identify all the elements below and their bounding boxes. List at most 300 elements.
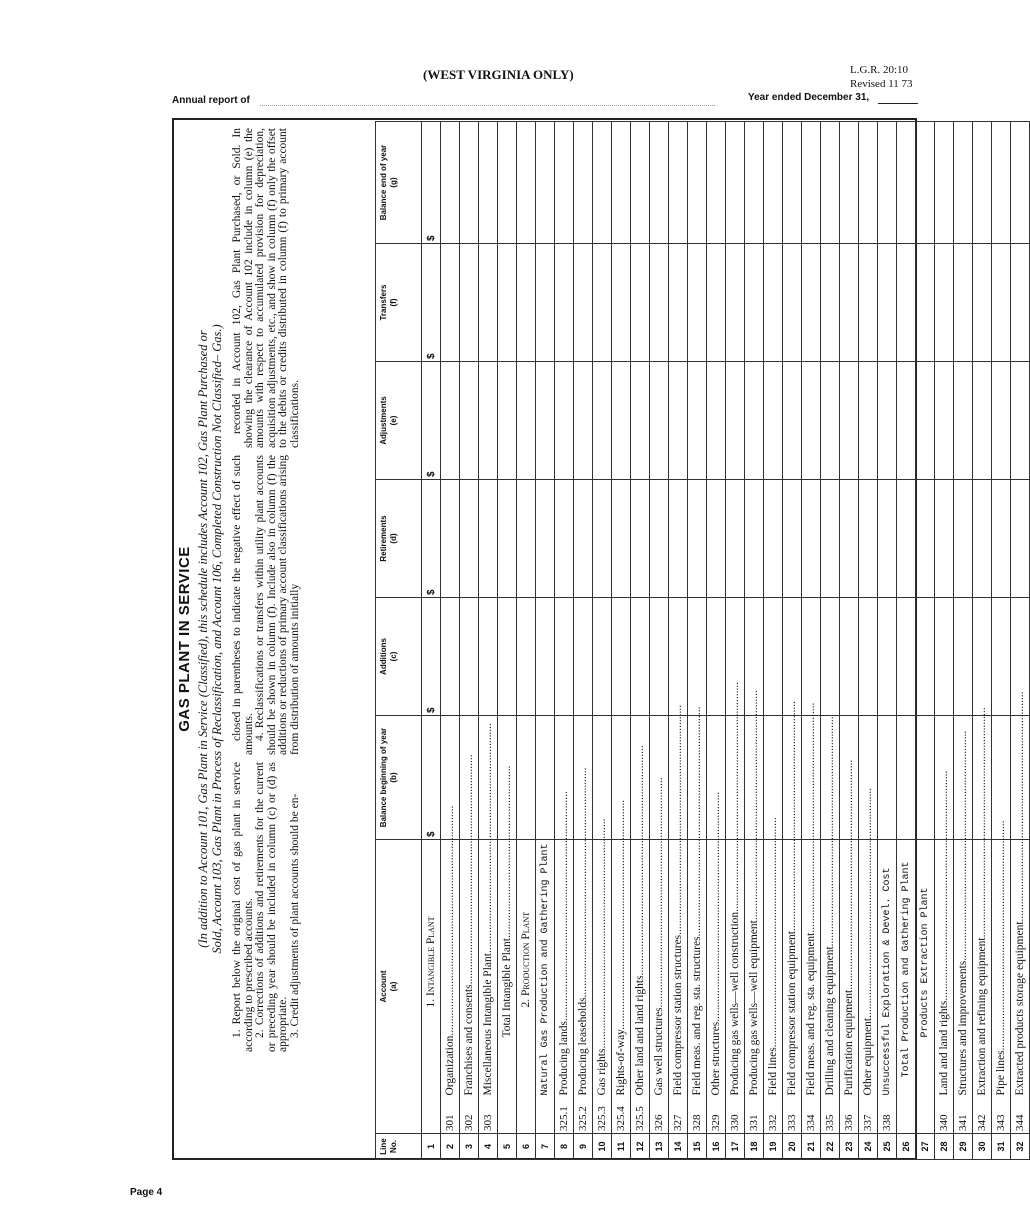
account-number: 327 xyxy=(669,1098,688,1134)
adjustments-cell[interactable] xyxy=(612,362,631,480)
transfers-cell[interactable] xyxy=(631,244,650,362)
balance-begin-cell[interactable] xyxy=(916,716,935,840)
additions-cell[interactable] xyxy=(688,598,707,716)
account-name: Miscellaneous Intangible Plant................................................................................ xyxy=(479,840,498,1098)
table-row xyxy=(897,122,916,1160)
balance-end-cell[interactable] xyxy=(745,122,764,244)
balance-begin-cell[interactable] xyxy=(517,716,536,840)
balance-end-cell[interactable] xyxy=(669,122,688,244)
adjustments-cell[interactable] xyxy=(916,362,935,480)
retirements-cell[interactable] xyxy=(840,480,859,598)
retirements-cell[interactable] xyxy=(745,480,764,598)
balance-end-cell[interactable] xyxy=(859,122,878,244)
retirements-cell[interactable] xyxy=(631,480,650,598)
retirements-cell[interactable] xyxy=(441,480,460,598)
transfers-cell[interactable] xyxy=(840,244,859,362)
year-underline xyxy=(878,103,918,104)
balance-end-cell[interactable] xyxy=(1011,122,1030,244)
additions-cell[interactable] xyxy=(897,598,916,716)
adjustments-cell[interactable] xyxy=(536,362,555,480)
adjustments-cell[interactable] xyxy=(688,362,707,480)
transfers-cell[interactable] xyxy=(745,244,764,362)
additions-cell[interactable] xyxy=(821,598,840,716)
adjustments-cell[interactable] xyxy=(954,362,973,480)
additions-cell[interactable] xyxy=(916,598,935,716)
retirements-cell[interactable] xyxy=(764,480,783,598)
retirements-cell[interactable] xyxy=(593,480,612,598)
account-number: 328 xyxy=(688,1098,707,1134)
adjustments-cell[interactable] xyxy=(593,362,612,480)
additions-cell[interactable] xyxy=(479,598,498,716)
page-label: Page 4 xyxy=(130,1187,163,1198)
balance-end-cell[interactable] xyxy=(536,122,555,244)
line-number: 17 xyxy=(726,1134,745,1160)
account-number xyxy=(422,1098,441,1134)
col-account: Account (a) xyxy=(376,840,422,1134)
balance-begin-cell[interactable] xyxy=(878,716,897,840)
dollar-sign: $ xyxy=(426,707,437,713)
transfers-cell[interactable] xyxy=(954,244,973,362)
account-name: Organization................................................................................ xyxy=(441,840,460,1098)
account-name: Total Intangible Plant............................................................ xyxy=(498,840,517,1098)
line-number: 2 xyxy=(441,1134,460,1160)
retirements-cell[interactable] xyxy=(935,480,954,598)
balance-end-cell[interactable] xyxy=(992,122,1011,244)
additions-cell[interactable] xyxy=(517,598,536,716)
additions-cell[interactable] xyxy=(992,598,1011,716)
retirements-cell[interactable] xyxy=(973,480,992,598)
adjustments-cell[interactable] xyxy=(574,362,593,480)
revised-label: Revised 11 73 xyxy=(850,78,913,90)
line-number: 9 xyxy=(574,1134,593,1160)
adjustments-cell[interactable] xyxy=(650,362,669,480)
table-row xyxy=(821,122,840,1160)
retirements-cell[interactable] xyxy=(707,480,726,598)
account-name: Field lines................................................................................ xyxy=(764,840,783,1098)
line-number: 21 xyxy=(802,1134,821,1160)
balance-end-cell[interactable] xyxy=(935,122,954,244)
line-number: 26 xyxy=(897,1134,916,1160)
retirements-cell[interactable] xyxy=(536,480,555,598)
line-number: 10 xyxy=(593,1134,612,1160)
account-number: 302 xyxy=(460,1098,479,1134)
additions-cell[interactable] xyxy=(650,598,669,716)
transfers-cell[interactable] xyxy=(688,244,707,362)
year-ended-label: Year ended December 31, xyxy=(748,92,870,103)
table-row xyxy=(688,122,707,1160)
col-balance-begin: Balance beginning of year (b) xyxy=(376,716,422,840)
balance-end-cell[interactable] xyxy=(517,122,536,244)
instruction-paragraph: recorded in Account 102, Gas Plant Purchased, or Sold. In showing the clearance of Account 102 include in column (e) the amounts with respect to accumulated provision for depreciation, acquisition adjustments, etc., and show in column (f) only the offset to the debits or credits distributed in column (f) to primary account classifications. xyxy=(231,128,301,448)
additions-cell[interactable] xyxy=(574,598,593,716)
adjustments-cell[interactable] xyxy=(479,362,498,480)
balance-end-cell[interactable] xyxy=(422,122,441,244)
balance-end-cell[interactable] xyxy=(574,122,593,244)
account-name: Producing gas wells—well equipment................................................................................ xyxy=(745,840,764,1098)
transfers-cell[interactable] xyxy=(764,244,783,362)
dollar-sign: $ xyxy=(426,353,437,359)
retirements-cell[interactable] xyxy=(460,480,479,598)
account-number: 337 xyxy=(859,1098,878,1134)
additions-cell[interactable] xyxy=(593,598,612,716)
transfers-cell[interactable] xyxy=(422,244,441,362)
adjustments-cell[interactable] xyxy=(707,362,726,480)
account-number xyxy=(916,1098,935,1134)
account-number: 338 xyxy=(878,1098,897,1134)
table-row xyxy=(593,122,612,1160)
balance-begin-cell[interactable] xyxy=(536,716,555,840)
table-row xyxy=(764,122,783,1160)
schedule-title: GAS PLANT IN SERVICE xyxy=(176,546,193,732)
table-row xyxy=(916,122,935,1160)
table-row xyxy=(973,122,992,1160)
annual-report-label: Annual report of xyxy=(172,95,250,106)
transfers-cell[interactable] xyxy=(460,244,479,362)
balance-end-cell[interactable] xyxy=(954,122,973,244)
adjustments-cell[interactable] xyxy=(745,362,764,480)
retirements-cell[interactable] xyxy=(916,480,935,598)
additions-cell[interactable] xyxy=(669,598,688,716)
table-row xyxy=(840,122,859,1160)
transfers-cell[interactable] xyxy=(726,244,745,362)
account-number: 334 xyxy=(802,1098,821,1134)
balance-end-cell[interactable] xyxy=(460,122,479,244)
adjustments-cell[interactable] xyxy=(783,362,802,480)
retirements-cell[interactable] xyxy=(954,480,973,598)
adjustments-cell[interactable] xyxy=(840,362,859,480)
adjustments-cell[interactable] xyxy=(821,362,840,480)
retirements-cell[interactable] xyxy=(612,480,631,598)
account-name: Field meas. and reg. sta. structures................................................................................ xyxy=(688,840,707,1098)
table-row xyxy=(650,122,669,1160)
transfers-cell[interactable] xyxy=(650,244,669,362)
table-row xyxy=(992,122,1011,1160)
line-number: 14 xyxy=(669,1134,688,1160)
adjustments-cell[interactable] xyxy=(460,362,479,480)
account-number: 336 xyxy=(840,1098,859,1134)
transfers-cell[interactable] xyxy=(878,244,897,362)
account-number: 303 xyxy=(479,1098,498,1134)
table-row xyxy=(726,122,745,1160)
dollar-sign: $ xyxy=(426,471,437,477)
account-number: 343 xyxy=(992,1098,1011,1134)
adjustments-cell[interactable] xyxy=(422,362,441,480)
table-row xyxy=(441,122,460,1160)
account-name: Gas rights................................................................................ xyxy=(593,840,612,1098)
line-number: 3 xyxy=(460,1134,479,1160)
balance-end-cell[interactable] xyxy=(973,122,992,244)
transfers-cell[interactable] xyxy=(916,244,935,362)
instruction-paragraph: 2. Corrections of additions and retirements for the current or preceding year should be included in column (c) or (d) as appropriate. xyxy=(254,762,289,1052)
retirements-cell[interactable] xyxy=(992,480,1011,598)
additions-cell[interactable] xyxy=(612,598,631,716)
line-number: 12 xyxy=(631,1134,650,1160)
balance-begin-cell[interactable] xyxy=(422,716,441,840)
balance-end-cell[interactable] xyxy=(783,122,802,244)
instructions-col-2 xyxy=(232,455,301,755)
account-name: Gas well structures................................................................................ xyxy=(650,840,669,1098)
table-row xyxy=(517,122,536,1160)
account-number: 329 xyxy=(707,1098,726,1134)
additions-cell[interactable] xyxy=(878,598,897,716)
col-balance-end: Balance end of year (g) xyxy=(376,122,422,244)
retirements-cell[interactable] xyxy=(650,480,669,598)
balance-end-cell[interactable] xyxy=(916,122,935,244)
additions-cell[interactable] xyxy=(802,598,821,716)
balance-end-cell[interactable] xyxy=(802,122,821,244)
account-number: 325.3 xyxy=(593,1098,612,1134)
line-number: 29 xyxy=(954,1134,973,1160)
retirements-cell[interactable] xyxy=(1011,480,1030,598)
balance-end-cell[interactable] xyxy=(555,122,574,244)
account-number: 344 xyxy=(1011,1098,1030,1134)
account-number: 325.5 xyxy=(631,1098,650,1134)
account-number: 332 xyxy=(764,1098,783,1134)
account-number: 325.4 xyxy=(612,1098,631,1134)
adjustments-cell[interactable] xyxy=(859,362,878,480)
col-retirements: Retirements (d) xyxy=(376,480,422,598)
adjustments-cell[interactable] xyxy=(441,362,460,480)
balance-end-cell[interactable] xyxy=(498,122,517,244)
retirements-cell[interactable] xyxy=(669,480,688,598)
retirements-cell[interactable] xyxy=(479,480,498,598)
account-number: 326 xyxy=(650,1098,669,1134)
table-row xyxy=(1011,122,1030,1160)
retirements-cell[interactable] xyxy=(517,480,536,598)
balance-end-cell[interactable] xyxy=(612,122,631,244)
retirements-cell[interactable] xyxy=(802,480,821,598)
instruction-paragraph: 1. Report below the original cost of gas plant in service according to prescribed accounts. xyxy=(231,762,255,1052)
transfers-cell[interactable] xyxy=(498,244,517,362)
transfers-cell[interactable] xyxy=(441,244,460,362)
account-number: 301 xyxy=(441,1098,460,1134)
line-number: 32 xyxy=(1011,1134,1030,1160)
additions-cell[interactable] xyxy=(707,598,726,716)
additions-cell[interactable] xyxy=(422,598,441,716)
adjustments-cell[interactable] xyxy=(973,362,992,480)
line-number: 31 xyxy=(992,1134,1011,1160)
account-number: 342 xyxy=(973,1098,992,1134)
account-name: Field compressor station equipment................................................................................ xyxy=(783,840,802,1098)
adjustments-cell[interactable] xyxy=(897,362,916,480)
balance-end-cell[interactable] xyxy=(897,122,916,244)
retirements-cell[interactable] xyxy=(859,480,878,598)
table-row xyxy=(498,122,517,1160)
form-code: L.G.R. 20:10 xyxy=(850,64,909,76)
account-name: Franchises and consents................................................................................ xyxy=(460,840,479,1098)
account-name: Drilling and cleaning equipment................................................................................ xyxy=(821,840,840,1098)
adjustments-cell[interactable] xyxy=(992,362,1011,480)
instruction-3 xyxy=(232,128,301,448)
account-number xyxy=(498,1098,517,1134)
additions-cell[interactable] xyxy=(935,598,954,716)
col-adjustments: Adjustments (e) xyxy=(376,362,422,480)
additions-cell[interactable] xyxy=(859,598,878,716)
adjustments-cell[interactable] xyxy=(802,362,821,480)
account-name: Other equipment................................................................................ xyxy=(859,840,878,1098)
table-row xyxy=(935,122,954,1160)
transfers-cell[interactable] xyxy=(517,244,536,362)
table-row xyxy=(422,122,441,1160)
line-number: 25 xyxy=(878,1134,897,1160)
account-number: 331 xyxy=(745,1098,764,1134)
adjustments-cell[interactable] xyxy=(555,362,574,480)
table-row xyxy=(460,122,479,1160)
additions-cell[interactable] xyxy=(840,598,859,716)
account-name: 1. Intangible Plant xyxy=(422,840,441,1098)
line-number: 13 xyxy=(650,1134,669,1160)
instructions-col-1 xyxy=(232,762,301,1052)
transfers-cell[interactable] xyxy=(973,244,992,362)
table-row xyxy=(745,122,764,1160)
account-number: 335 xyxy=(821,1098,840,1134)
schedule-subtitle-2: Sold, Account 103, Gas Plant in Process of Reclassification, and Account 106, Completed Construction Not Classified– Gas.) xyxy=(210,324,224,954)
balance-end-cell[interactable] xyxy=(650,122,669,244)
schedule-subtitle-1: (In addition to Account 101, Gas Plant in Service (Classified), this schedule includes Account 102, Gas Plant Purchased or xyxy=(196,330,210,948)
additions-cell[interactable] xyxy=(498,598,517,716)
balance-end-cell[interactable] xyxy=(726,122,745,244)
account-name: Products Extraction Plant xyxy=(916,840,935,1098)
line-number: 24 xyxy=(859,1134,878,1160)
retirements-cell[interactable] xyxy=(726,480,745,598)
transfers-cell[interactable] xyxy=(536,244,555,362)
balance-end-cell[interactable] xyxy=(631,122,650,244)
transfers-cell[interactable] xyxy=(935,244,954,362)
transfers-cell[interactable] xyxy=(802,244,821,362)
retirements-cell[interactable] xyxy=(897,480,916,598)
adjustments-cell[interactable] xyxy=(631,362,650,480)
account-name: Producing leaseholds................................................................................ xyxy=(574,840,593,1098)
line-number: 23 xyxy=(840,1134,859,1160)
balance-end-cell[interactable] xyxy=(593,122,612,244)
balance-begin-cell[interactable] xyxy=(897,716,916,840)
account-name: 2. Production Plant xyxy=(517,840,536,1098)
balance-end-cell[interactable] xyxy=(441,122,460,244)
account-number xyxy=(536,1098,555,1134)
adjustments-cell[interactable] xyxy=(669,362,688,480)
col-transfers: Transfers (f) xyxy=(376,244,422,362)
transfers-cell[interactable] xyxy=(479,244,498,362)
line-number: 22 xyxy=(821,1134,840,1160)
transfers-cell[interactable] xyxy=(612,244,631,362)
retirements-cell[interactable] xyxy=(422,480,441,598)
col-additions: Additions (c) xyxy=(376,598,422,716)
balance-end-cell[interactable] xyxy=(688,122,707,244)
balance-end-cell[interactable] xyxy=(840,122,859,244)
retirements-cell[interactable] xyxy=(574,480,593,598)
retirements-cell[interactable] xyxy=(688,480,707,598)
account-name: Field compressor station structures................................................................................ xyxy=(669,840,688,1098)
dollar-sign: $ xyxy=(426,589,437,595)
account-number: 325.2 xyxy=(574,1098,593,1134)
balance-end-cell[interactable] xyxy=(479,122,498,244)
adjustments-cell[interactable] xyxy=(726,362,745,480)
retirements-cell[interactable] xyxy=(821,480,840,598)
transfers-cell[interactable] xyxy=(897,244,916,362)
balance-end-cell[interactable] xyxy=(707,122,726,244)
transfers-cell[interactable] xyxy=(669,244,688,362)
line-number: 19 xyxy=(764,1134,783,1160)
adjustments-cell[interactable] xyxy=(878,362,897,480)
additions-cell[interactable] xyxy=(631,598,650,716)
instructions-col-3 xyxy=(232,128,301,448)
table-row xyxy=(631,122,650,1160)
account-name: Total Production and Gathering Plant xyxy=(897,840,916,1098)
line-number: 30 xyxy=(973,1134,992,1160)
account-number xyxy=(517,1098,536,1134)
retirements-cell[interactable] xyxy=(878,480,897,598)
balance-end-cell[interactable] xyxy=(821,122,840,244)
line-number: 5 xyxy=(498,1134,517,1160)
line-number: 1 xyxy=(422,1134,441,1160)
additions-cell[interactable] xyxy=(536,598,555,716)
transfers-cell[interactable] xyxy=(992,244,1011,362)
account-name: Producing gas wells—well construction................................................................................ xyxy=(726,840,745,1098)
adjustments-cell[interactable] xyxy=(764,362,783,480)
line-number: 7 xyxy=(536,1134,555,1160)
additions-cell[interactable] xyxy=(783,598,802,716)
adjustments-cell[interactable] xyxy=(517,362,536,480)
balance-end-cell[interactable] xyxy=(764,122,783,244)
retirements-cell[interactable] xyxy=(783,480,802,598)
adjustments-cell[interactable] xyxy=(498,362,517,480)
table-row xyxy=(555,122,574,1160)
balance-end-cell[interactable] xyxy=(878,122,897,244)
retirements-cell[interactable] xyxy=(555,480,574,598)
account-name: Rights-of-way................................................................................ xyxy=(612,840,631,1098)
transfers-cell[interactable] xyxy=(1011,244,1030,362)
additions-cell[interactable] xyxy=(973,598,992,716)
transfers-cell[interactable] xyxy=(593,244,612,362)
transfers-cell[interactable] xyxy=(821,244,840,362)
line-number: 20 xyxy=(783,1134,802,1160)
retirements-cell[interactable] xyxy=(498,480,517,598)
adjustments-cell[interactable] xyxy=(1011,362,1030,480)
line-number: 15 xyxy=(688,1134,707,1160)
account-number: 341 xyxy=(954,1098,973,1134)
account-name: Extracted products storage equipment................................................................................ xyxy=(1011,840,1030,1098)
transfers-cell[interactable] xyxy=(859,244,878,362)
transfers-cell[interactable] xyxy=(783,244,802,362)
transfers-cell[interactable] xyxy=(574,244,593,362)
account-name: Extraction and refining equipment................................................................................ xyxy=(973,840,992,1098)
additions-cell[interactable] xyxy=(764,598,783,716)
account-name: Producing lands................................................................................ xyxy=(555,840,574,1098)
table-row xyxy=(707,122,726,1160)
account-name: Land and land rights................................................................................ xyxy=(935,840,954,1098)
account-number: 330 xyxy=(726,1098,745,1134)
additions-cell[interactable] xyxy=(555,598,574,716)
transfers-cell[interactable] xyxy=(707,244,726,362)
gas-plant-schedule xyxy=(172,118,1026,1160)
additions-cell[interactable] xyxy=(460,598,479,716)
line-number: 16 xyxy=(707,1134,726,1160)
instruction-paragraph: 4. Reclassifications or transfers within utility plant accounts should be shown in column (f). Include also in column (f) the additions or reductions of primary account classifications arising from distribution of amounts initially xyxy=(254,455,301,755)
line-number: 28 xyxy=(935,1134,954,1160)
instruction-paragraph: 3. Credit adjustments of plant accounts should be en- xyxy=(288,793,301,1038)
transfers-cell[interactable] xyxy=(555,244,574,362)
line-number: 18 xyxy=(745,1134,764,1160)
table-row xyxy=(669,122,688,1160)
table-row xyxy=(574,122,593,1160)
state-label: (WEST VIRGINIA ONLY) xyxy=(423,67,574,82)
instruction-1 xyxy=(232,762,301,1052)
additions-cell[interactable] xyxy=(441,598,460,716)
table-row xyxy=(859,122,878,1160)
additions-cell[interactable] xyxy=(954,598,973,716)
adjustments-cell[interactable] xyxy=(935,362,954,480)
table-row xyxy=(783,122,802,1160)
